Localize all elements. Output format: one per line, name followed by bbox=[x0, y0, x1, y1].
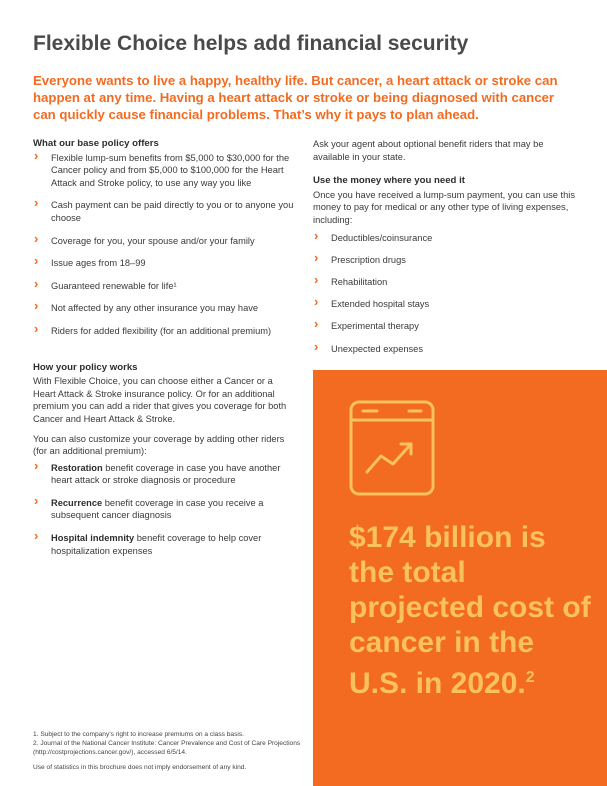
page-title: Flexible Choice helps add financial security bbox=[33, 32, 469, 55]
rider-recurrence bbox=[33, 497, 295, 522]
list-item: › Issue ages from 18–99 bbox=[33, 257, 295, 270]
base-policy-heading: What our base policy offers bbox=[33, 138, 159, 149]
list-item: › Riders for added flexibility (for an additional premium) bbox=[33, 325, 295, 338]
money-heading: Use the money where you need it bbox=[313, 175, 465, 187]
list-item: › Not affected by any other insurance you may have bbox=[33, 302, 295, 315]
rider-restoration bbox=[33, 462, 295, 487]
list-item: › Deductibles/coinsurance bbox=[313, 232, 581, 245]
list-item: › Flexible lump-sum benefits from $5,000 to $30,000 for the Cancer policy and from $5,000 to $100,000 for the Heart Attack and Stroke policy, to use any way you like bbox=[33, 152, 295, 190]
rider-text: benefit coverage to help cover hospitalization expenses bbox=[51, 533, 262, 556]
stat-callout bbox=[313, 370, 607, 786]
left-column bbox=[33, 138, 295, 567]
customize-paragraph: You can also customize your coverage by adding other riders (for an additional premium): bbox=[33, 433, 285, 457]
list-item: › Prescription drugs bbox=[313, 254, 581, 267]
policy-works-paragraph: With Flexible Choice, you can choose either a Cancer or a Heart Attack & Stroke insurance policy. Or for an additional premium you can add a rider that gives you coverage for both Cancer and Heart Attack & Stroke. bbox=[33, 376, 287, 424]
rider-name: Hospital indemnity bbox=[51, 533, 135, 544]
list-item: › Extended hospital stays bbox=[313, 298, 581, 311]
rider-text: benefit coverage in case you receive a subsequent cancer diagnosis bbox=[51, 497, 264, 521]
rider-hospital-indemnity bbox=[33, 532, 295, 557]
rider-name: Recurrence bbox=[51, 497, 103, 508]
list-item: › Experimental therapy bbox=[313, 320, 581, 333]
list-item: › Rehabilitation bbox=[313, 276, 581, 289]
base-policy-list bbox=[33, 152, 295, 338]
footnote-2: 2. Journal of the National Cancer Institute: Cancer Prevalence and Cost of Care Projections (http://costprojections.cancer.gov/), accessed 6/5/14. bbox=[33, 740, 301, 756]
stat-value: $174 billion is the total projected cost of cancer in the U.S. in 2020. bbox=[349, 521, 591, 700]
rider-name: Restoration bbox=[51, 462, 103, 473]
policy-works-heading: How your policy works bbox=[33, 361, 138, 373]
list-item: › Guaranteed renewable for life¹ bbox=[33, 280, 295, 293]
footnotes bbox=[33, 730, 303, 772]
riders-list bbox=[33, 462, 295, 558]
list-item: › Coverage for you, your spouse and/or your family bbox=[33, 235, 295, 248]
intro-paragraph: Everyone wants to live a happy, healthy life. But cancer, a heart attack or stroke can happen at any time. Having a heart attack or stroke or being diagnosed with cancer can quickly cause financial problems. That’s why it pays to plan ahead. bbox=[33, 73, 558, 122]
stat-footnote-ref: 2 bbox=[525, 669, 535, 686]
agent-note: Ask your agent about optional benefit riders that may be available in your state. bbox=[313, 139, 544, 162]
list-item: › Unexpected expenses bbox=[313, 343, 581, 356]
trending-chart-icon bbox=[349, 400, 435, 496]
money-paragraph: Once you have received a lump-sum payment, you can use this money to pay for medical or any other type of living expenses, including: bbox=[313, 189, 575, 225]
expenses-list bbox=[313, 232, 581, 356]
list-item: › Cash payment can be paid directly to you or to anyone you choose bbox=[33, 199, 295, 224]
disclaimer: Use of statistics in this brochure does not imply endorsement of any kind. bbox=[33, 764, 247, 771]
stat-text bbox=[349, 520, 599, 701]
right-column bbox=[313, 138, 581, 365]
footnote-1: 1. Subject to the company’s right to increase premiums on a class basis. bbox=[33, 731, 244, 738]
rider-text: benefit coverage in case you have another heart attack or stroke diagnosis or procedure bbox=[51, 462, 281, 486]
